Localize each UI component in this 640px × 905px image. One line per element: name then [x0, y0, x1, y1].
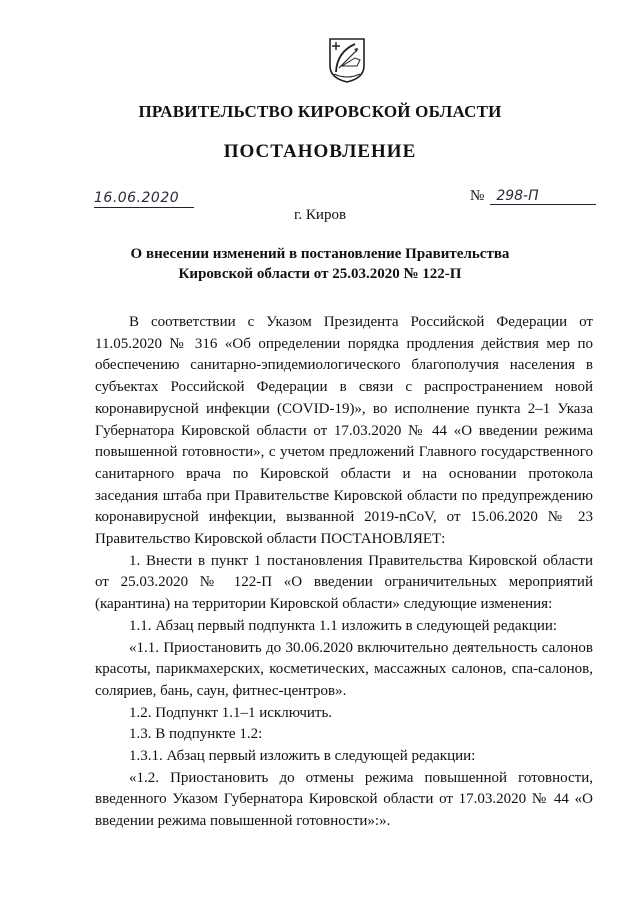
document-type: ПОСТАНОВЛЕНИЕ [223, 141, 417, 162]
document-number-block [470, 188, 596, 205]
document-number: 298-П [490, 188, 596, 205]
document-title [0, 244, 640, 284]
paragraph-item-1-2: 1.2. Подпункт 1.1–1 исключить. [129, 704, 333, 721]
paragraph-item-1-3-1: 1.3.1. Абзац первый изложить в следующей редакции: [129, 748, 476, 765]
organization-name: ПРАВИТЕЛЬСТВО КИРОВСКОЙ ОБЛАСТИ [138, 102, 502, 121]
paragraph-item-1: 1. Внести в пункт 1 постановления Правительства Кировской области от 25.03.2020 № 122-П «О введении ограничительных мероприятий (карантина) на территории Кировской области» следующие изменения: [95, 552, 593, 613]
number-label: № [470, 188, 485, 204]
title-line-1: О внесении изменений в постановление Правительства [130, 246, 510, 262]
document-body [95, 312, 593, 833]
document-city: г. Киров [293, 207, 347, 223]
paragraph-item-1-1: 1.1. Абзац первый подпункта 1.1 изложить в следующей редакции: [129, 617, 558, 634]
document-date: 16.06.2020 [94, 190, 194, 208]
kirov-coat-of-arms-icon [327, 36, 367, 84]
paragraph-quote-1-1: «1.1. Приостановить до 30.06.2020 включительно деятельность салонов красоты, парикмахерских, косметических, массажных салонов, спа-салонов, соляриев, бань, саун, фитнес-центров». [95, 639, 593, 699]
paragraph-quote-1-2: «1.2. Приостановить до отмены режима повышенной готовности, введенного Указом Губернатора Кировской области от 17.03.2020 № 44 «О введении режима повышенной готовности»:». [95, 769, 593, 830]
paragraph-preamble: В соответствии с Указом Президента Российской Федерации от 11.05.2020 № 316 «Об определении порядка продления действия мер по обеспечению санитарно-эпидемиологического благополучия населения в субъектах Российской Федерации в связи с распространением новой коронавирусной инфекции (COVID-19)», во исполнение пункта 2–1 Указа Губернатора Кировской области от 17.03.2020 № 44 «О введении режима повышенной готовности», с учетом предложений Главного государственного санитарного врача по Кировской области и на основании протокола заседания штаба при Правительстве Кировской области по предупреждению коронавирусной инфекции, вызванной 2019-nCoV, от 15.06.2020 № 23 Правительство Кировской области ПОСТАНОВЛЯЕТ: [95, 314, 593, 548]
paragraph-item-1-3: 1.3. В подпункте 1.2: [129, 726, 263, 743]
title-line-2: Кировской области от 25.03.2020 № 122-П [178, 266, 462, 282]
